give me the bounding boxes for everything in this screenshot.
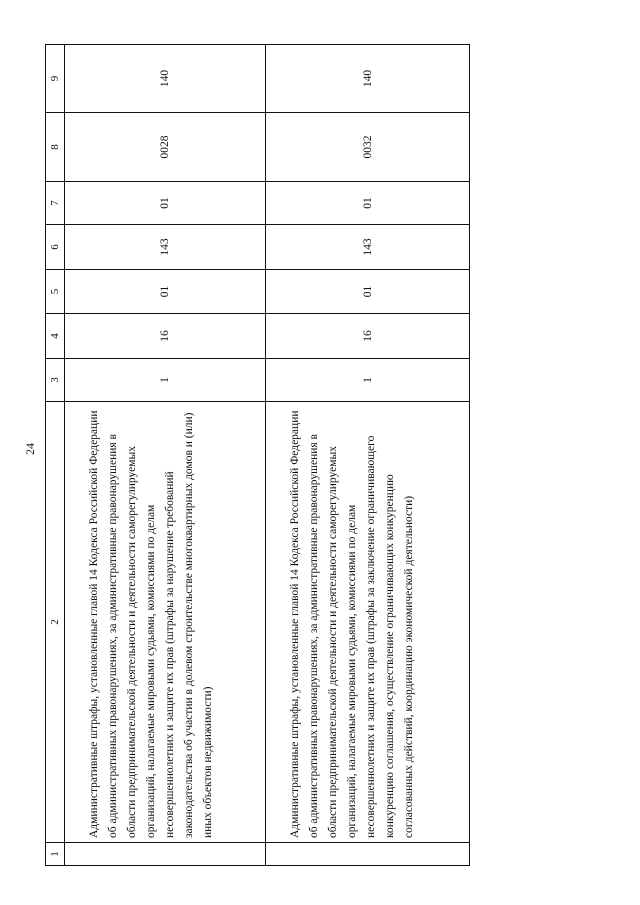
column-header: 1 [46, 843, 65, 866]
column-header: 8 [46, 113, 65, 182]
cell-col7: 01 [65, 182, 266, 225]
cell-col3: 1 [266, 359, 470, 402]
cell-col6: 143 [266, 225, 470, 270]
page-number: 24 [23, 443, 37, 455]
cell-description: Административные штрафы, установленные главой 14 Кодекса Российской Федерации об административных правонарушениях, за административные правонарушения в области предпринимательской деятельности и деятельности саморегулируемых организаций, налагаемые мировыми судьями, комиссиями по делам несовершеннолетних и защите их прав (штрафы за нарушение требований законодательства об участии в долевом строительстве многоквартирных домов и (или) иных объектов недвижимости) [65, 402, 266, 843]
cell-col4: 16 [266, 314, 470, 359]
table-header-row [46, 45, 65, 866]
column-header: 4 [46, 314, 65, 359]
cell-col6: 143 [65, 225, 266, 270]
column-header: 7 [46, 182, 65, 225]
cell-col1 [266, 843, 470, 866]
cell-col5: 01 [65, 270, 266, 314]
cell-col8: 0032 [266, 113, 470, 182]
cell-col7: 01 [266, 182, 470, 225]
column-header: 5 [46, 270, 65, 314]
cell-col3: 1 [65, 359, 266, 402]
cell-col8: 0028 [65, 113, 266, 182]
rotated-page-content [45, 45, 468, 866]
budget-classification-table [45, 44, 470, 866]
cell-col4: 16 [65, 314, 266, 359]
table-row [65, 45, 266, 866]
cell-col5: 01 [266, 270, 470, 314]
cell-col9: 140 [65, 45, 266, 113]
cell-col1 [65, 843, 266, 866]
column-header: 3 [46, 359, 65, 402]
cell-description: Административные штрафы, установленные главой 14 Кодекса Российской Федерации об административных правонарушениях, за административные правонарушения в области предпринимательской деятельности и деятельности саморегулируемых организаций, налагаемые мировыми судьями, комиссиями по делам несовершеннолетних и защите их прав (штрафы за заключение ограничивающего конкуренцию соглашения, осуществление ограничивающих конкуренцию согласованных действий, координацию экономической деятельности) [266, 402, 470, 843]
column-header: 2 [46, 402, 65, 843]
column-header: 9 [46, 45, 65, 113]
cell-col9: 140 [266, 45, 470, 113]
table-row [266, 45, 470, 866]
column-header: 6 [46, 225, 65, 270]
